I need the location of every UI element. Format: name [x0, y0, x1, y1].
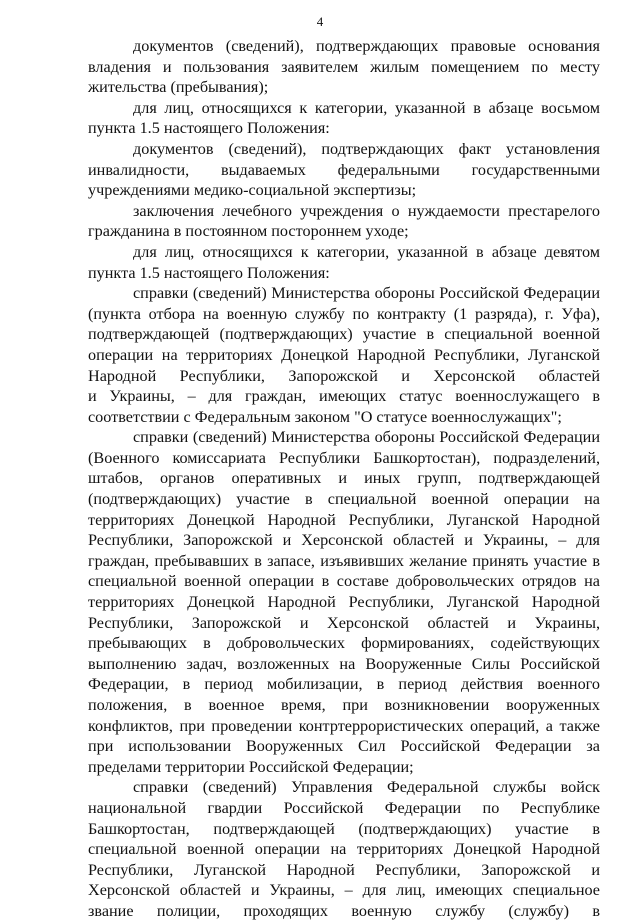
text-line: Республики, Запорожской и Херсонской областей и Украины, [88, 613, 600, 632]
text-line: подтверждающей (подтверждающих) участие в специальной военной [88, 325, 600, 344]
text-line: конфликтов, при проведении контртеррористических операций, а также [88, 716, 600, 735]
text-line: инвалидности, выдаваемых федеральными государственными [88, 160, 600, 179]
text-line: пребывающих в добровольческих формированиях, содействующих [88, 634, 600, 653]
text-line: справки (сведений) Министерства обороны Российской Федерации [133, 284, 600, 303]
text-line: Республики, Запорожской и Херсонской областей и Украины, – для [88, 531, 600, 550]
text-line: пункта 1.5 настоящего Положения: [88, 263, 330, 282]
text-line: выполнению задач, возложенных на Вооруженные Силы Российской [88, 654, 600, 673]
text-line: владения и пользования заявителем жилым помещением по месту [88, 57, 600, 76]
text-line: операции на территориях Донецкой Народной Республики, Луганской [88, 345, 600, 364]
text-line: специальной военной операции на территориях Донецкой Народной [88, 840, 600, 859]
text-line: звание полиции, проходящих военную службу (службу) в [88, 901, 600, 920]
text-line: специальной военной операции в составе добровольческих отрядов на [88, 572, 600, 591]
text-line: соответствии с Федеральным законом "О статусе военнослужащих"; [88, 407, 562, 426]
text-line: справки (сведений) Министерства обороны Российской Федерации [133, 428, 600, 447]
text-line: гражданина в постоянном постороннем уходе; [88, 222, 409, 241]
text-line: штабов, органов оперативных и иных групп, подтверждающей [88, 469, 600, 488]
text-line: документов (сведений), подтверждающих факт установления [133, 139, 600, 158]
text-line: пункта 1.5 настоящего Положения: [88, 119, 330, 138]
text-line: для лиц, относящихся к категории, указанной в абзаце восьмом [133, 98, 600, 117]
text-line: Республики, Луганской Народной Республики, Запорожской и [88, 860, 600, 879]
text-line: (пункта отбора на военную службу по контракту (1 разряда), г. Уфа), [88, 304, 600, 323]
text-line: жительства (пребывания); [88, 78, 269, 97]
text-line: территориях Донецкой Народной Республики, Луганской Народной [88, 593, 600, 612]
body-text [88, 36, 600, 922]
text-line: при использовании Вооруженных Сил Российской Федерации за [88, 737, 600, 756]
text-line: документов (сведений), подтверждающих правовые основания [133, 37, 600, 55]
text-line: национальной гвардии Российской Федерации по Республике [88, 798, 600, 817]
text-line: территориях Донецкой Народной Республики, Луганской Народной [88, 510, 600, 529]
text-line: Башкортостан, подтверждающей (подтверждающих) участие в [88, 819, 600, 838]
text-line: учреждениями медико-социальной экспертизы; [88, 181, 417, 200]
text-line: и Украины, – для граждан, имеющих статус военнослужащего в [88, 387, 600, 406]
text-line: для лиц, относящихся к категории, указанной в абзаце девятом [133, 242, 600, 261]
text-line: граждан, пребывавших в запасе, изъявивших желание принять участие в [88, 551, 600, 570]
text-line: положения, в военное время, при возникновении вооруженных [88, 696, 600, 714]
text-line: Народной Республики, Запорожской и Херсонской областей [88, 366, 600, 385]
text-line: (подтверждающих) участие в специальной военной операции на [88, 490, 600, 509]
page-number: 4 [316, 14, 324, 29]
text-line: пределами территории Российской Федерации; [88, 757, 414, 776]
text-line: заключения лечебного учреждения о нуждаемости престарелого [133, 201, 600, 220]
text-line: Федерации, в период мобилизации, в период действия военного [88, 675, 600, 694]
text-line: (Военного комиссариата Республики Башкортостан), подразделений, [88, 448, 600, 467]
text-line: Херсонской областей и Украины, – для лиц, имеющих специальное [88, 881, 600, 900]
text-line: справки (сведений) Управления Федеральной службы войск [133, 778, 600, 797]
